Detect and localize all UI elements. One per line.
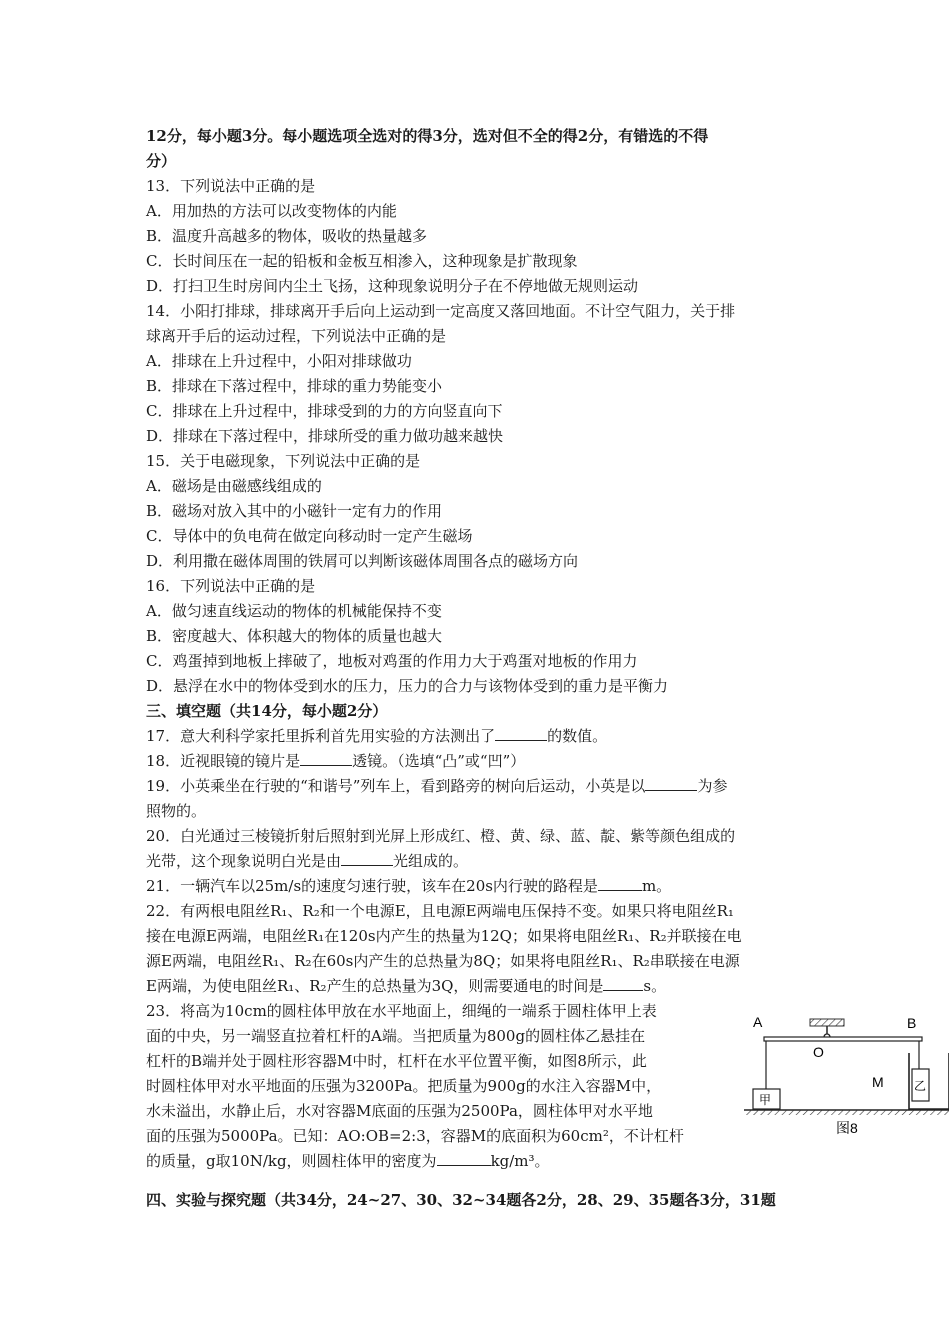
label-jia: 甲	[759, 1093, 772, 1107]
label-yi: 乙	[914, 1079, 927, 1093]
q19-line2: 照物的。	[146, 802, 207, 820]
q13-option-b: B．温度升高越多的物体，吸收的热量越多	[146, 227, 428, 245]
q22-blank[interactable]	[603, 976, 643, 991]
q13-option-c: C．长时间压在一起的铅板和金板互相渗入，这种现象是扩散现象	[146, 252, 578, 270]
q14-stem-line2: 球离开手后的运动过程，下列说法中正确的是	[146, 327, 447, 345]
q19-text-pre: 19．小英乘坐在行驶的“和谐号”列车上，看到路旁的树向后运动，小英是以	[146, 777, 646, 795]
q16-stem: 16．下列说法中正确的是	[146, 577, 316, 595]
q23-line4: 时圆柱体甲对水平地面的压强为3200Pa。把质量为900g的水注入容器M中，	[146, 1077, 662, 1095]
q14-option-c: C．排球在上升过程中，排球受到的力的方向竖直向下	[146, 402, 503, 420]
q13-option-d: D．打扫卫生时房间内尘土飞扬，这种现象说明分子在不停地做无规则运动	[146, 277, 639, 295]
q15-stem: 15．关于电磁现象，下列说法中正确的是	[146, 452, 421, 470]
q17	[146, 724, 808, 749]
q18-text-pre: 18．近视眼镜的镜片是	[146, 752, 301, 770]
label-m: M	[872, 1074, 884, 1090]
q21-text-pre: 21．一辆汽车以25m/s的速度匀速行驶，该车在20s内行驶的路程是	[146, 877, 598, 895]
q23-block	[146, 999, 736, 1174]
q21	[146, 874, 808, 899]
q17-text-post: 的数值。	[547, 727, 608, 745]
q18-text-post: 透镜。（选填“凸”或“凹”）	[352, 752, 526, 770]
q14-option-d: D．排球在下落过程中，排球所受的重力做功越来越快	[146, 427, 504, 445]
q13-stem: 13．下列说法中正确的是	[146, 177, 316, 195]
label-b: B	[907, 1015, 917, 1031]
q19-text-post: 为参	[697, 777, 728, 795]
q23-line1: 23．将高为10cm的圆柱体甲放在水平地面上，细绳的一端系于圆柱体甲上表	[146, 1002, 657, 1020]
section-header-line2: 分）	[146, 152, 177, 170]
q20-blank[interactable]	[341, 851, 393, 866]
q22-line2: 接在电源E两端，电阻丝R₁在120s内产生的热量为12Q；如果将电阻丝R₁、R₂并联接在电	[146, 927, 742, 945]
section3-title: 三、填空题（共14分，每小题2分）	[146, 702, 388, 720]
q23-line7	[146, 1149, 736, 1174]
q14-option-a: A．排球在上升过程中，小阳对排球做功	[146, 352, 412, 370]
q16-option-d: D．悬浮在水中的物体受到水的压力，压力的合力与该物体受到的重力是平衡力	[146, 677, 669, 695]
exam-page	[146, 124, 808, 1213]
q21-blank[interactable]	[598, 876, 642, 891]
section-header-line1: 12分，每小题3分。每小题选项全选对的得3分，选对但不全的得2分，有错选的不得	[146, 127, 709, 145]
q20-text-pre: 光带，这个现象说明白光是由	[146, 852, 342, 870]
q23-line2: 面的中央，另一端竖直拉着杠杆的A端。当把质量为800g的圆柱体乙悬挂在	[146, 1027, 646, 1045]
q14-stem-line1: 14．小阳打排球，排球离开手后向上运动到一定高度又落回地面。不计空气阻力，关于排	[146, 302, 736, 320]
ground-hatch	[744, 1110, 949, 1115]
q16-option-c: C．鸡蛋掉到地板上摔破了，地板对鸡蛋的作用力大于鸡蛋对地板的作用力	[146, 652, 638, 670]
q17-blank[interactable]	[495, 726, 547, 741]
q15-option-c: C．导体中的负电荷在做定向移动时一定产生磁场	[146, 527, 473, 545]
figure-8-lever-diagram	[742, 1013, 949, 1148]
q23-blank[interactable]	[437, 1151, 491, 1166]
q14-option-b: B．排球在下落过程中，排球的重力势能变小	[146, 377, 443, 395]
q20-text-post: 光组成的。	[393, 852, 469, 870]
q22-line3: 源E两端，电阻丝R₁、R₂在60s内产生的总热量为8Q；如果将电阻丝R₁、R₂串联接在电源	[146, 952, 740, 970]
q16-option-a: A．做匀速直线运动的物体的机械能保持不变	[146, 602, 442, 620]
q23-line3: 杠杆的B端并处于圆柱形容器M中时，杠杆在水平位置平衡，如图8所示，此	[146, 1052, 647, 1070]
q22-line1: 22．有两根电阻丝R₁、R₂和一个电源E，且电源E两端电压保持不变。如果只将电阻丝R₁	[146, 902, 734, 920]
q23-line5: 水未溢出，水静止后，水对容器M底面的压强为2500Pa，圆柱体甲对水平地	[146, 1102, 653, 1120]
lever-bar	[764, 1037, 922, 1041]
section4-title: 四、实验与探究题（共34分，24~27、30、32~34题各2分，28、29、35题各3分，31题	[146, 1191, 776, 1209]
q20-line2	[146, 849, 808, 874]
ceiling-support	[810, 1019, 844, 1026]
q23-line6: 面的压强为5000Pa。已知：AO:OB=2:3，容器M的底面积为60cm²，不计杠杆	[146, 1127, 684, 1145]
q15-option-a: A．磁场是由磁感线组成的	[146, 477, 322, 495]
q15-option-b: B．磁场对放入其中的小磁针一定有力的作用	[146, 502, 443, 520]
q17-text-pre: 17．意大利科学家托里拆利首先用实验的方法测出了	[146, 727, 496, 745]
label-o: O	[813, 1044, 824, 1060]
q19-blank[interactable]	[645, 776, 697, 791]
q16-option-b: B．密度越大、体积越大的物体的质量也越大	[146, 627, 443, 645]
q13-option-a: A．用加热的方法可以改变物体的内能	[146, 202, 397, 220]
q18-blank[interactable]	[300, 751, 352, 766]
spacer	[146, 1174, 808, 1188]
q15-option-d: D．利用撒在磁体周围的铁屑可以判断该磁体周围各点的磁场方向	[146, 552, 579, 570]
q23-text-pre: 的质量，g取10N/kg，则圆柱体甲的密度为	[146, 1152, 437, 1170]
q19-line1	[146, 774, 808, 799]
q18	[146, 749, 808, 774]
q23-text-post: kg/m³。	[490, 1152, 550, 1170]
q22-text-post: s。	[643, 977, 667, 995]
q22-text-pre: E两端，为使电阻丝R₁、R₂产生的总热量为3Q，则需要通电的时间是	[146, 977, 604, 995]
q21-text-post: m。	[641, 877, 672, 895]
q22-line4	[146, 974, 808, 999]
figure-caption: 图8	[836, 1120, 858, 1136]
label-a: A	[753, 1014, 763, 1030]
q20-line1: 20．白光通过三棱镜折射后照射到光屏上形成红、橙、黄、绿、蓝、靛、紫等颜色组成的	[146, 827, 736, 845]
